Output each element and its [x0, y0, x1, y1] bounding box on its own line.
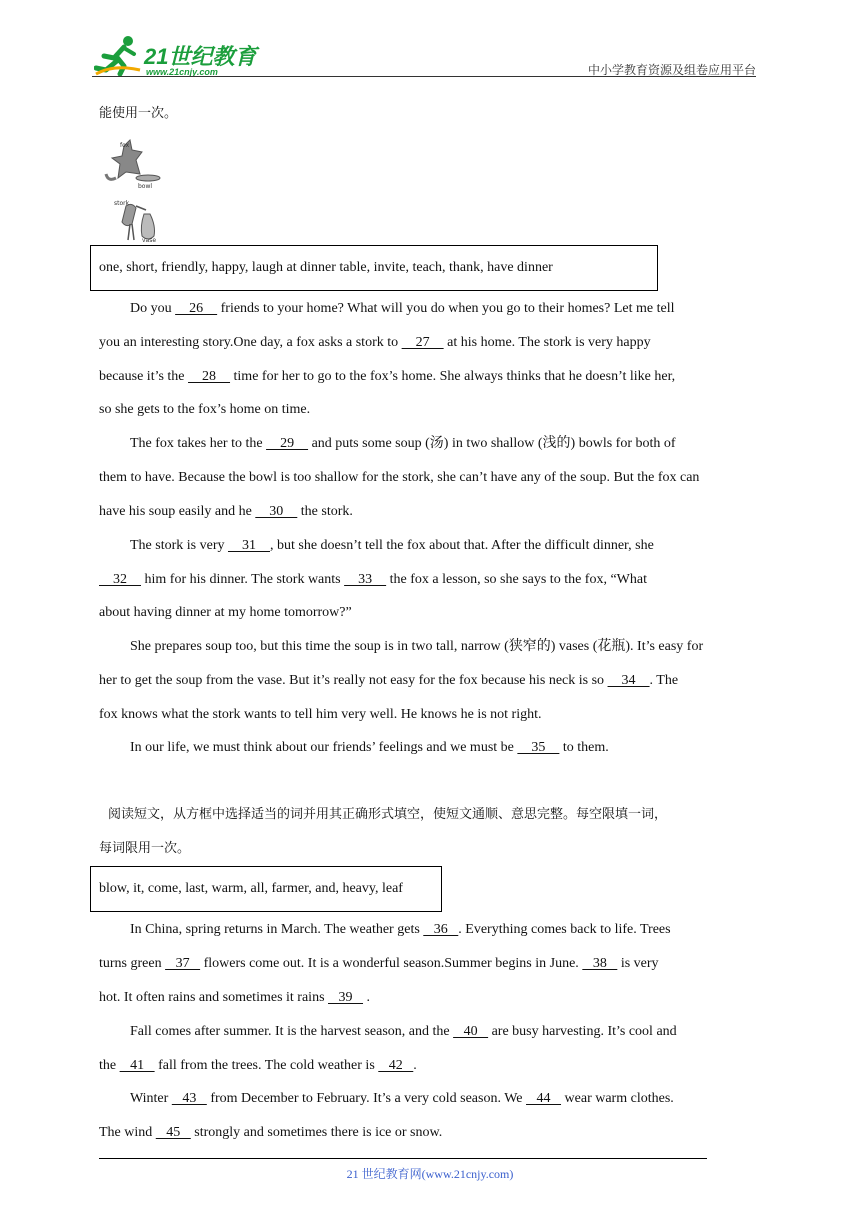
- passage-line: so she gets to the fox’s home on time.: [99, 402, 311, 417]
- blank-37[interactable]: 37: [165, 956, 201, 971]
- stork-icon: [112, 196, 162, 244]
- blank-26[interactable]: 26: [175, 301, 218, 316]
- site-logo[interactable]: [94, 34, 264, 76]
- blank-35[interactable]: 35: [517, 740, 560, 755]
- blank-36[interactable]: 36: [423, 922, 459, 937]
- vase-label: vase: [142, 237, 157, 244]
- passage-line: them to have. Because the bowl is too shallow for the stork, she can’t have any of the soup. But the fox can: [99, 470, 700, 485]
- passage-line: her to get the soup from the vase. But it’s really not easy for the fox because his neck is so 34 . The: [99, 671, 678, 691]
- passage-line: because it’s the 28 time for her to go to the fox’s home. She always thinks that he doesn’t like her,: [99, 367, 675, 387]
- runner-logo-icon: [94, 34, 142, 76]
- blank-40[interactable]: 40: [453, 1024, 489, 1039]
- platform-name: 中小学教育资源及组卷应用平台: [587, 63, 756, 77]
- word-box-1: [90, 245, 658, 291]
- footer-text: 21 世纪教育网(www.21cnjy.com): [346, 1167, 514, 1181]
- fox-bowl-illustration: [102, 138, 162, 190]
- passage-line: Winter 43 from December to February. It’s a very cold season. We 44 wear warm clothes.: [130, 1089, 674, 1109]
- section-2-instruction-cont: 每词限用一次。: [99, 841, 191, 856]
- passage-line: you an interesting story.One day, a fox asks a stork to 27 at his home. The stork is very happy: [99, 333, 651, 353]
- blank-33[interactable]: 33: [344, 572, 387, 587]
- word-box-1-text: one, short, friendly, happy, laugh at dinner table, invite, teach, thank, have dinner: [99, 260, 553, 275]
- bowl-label: bowl: [138, 183, 153, 190]
- blank-29[interactable]: 29: [266, 436, 309, 451]
- footer-divider: [99, 1158, 707, 1159]
- word-box-2-text: blow, it, come, last, warm, all, farmer, and, heavy, leaf: [99, 881, 403, 896]
- passage-line: She prepares soup too, but this time the soup is in two tall, narrow (狭窄的) vases (花瓶). It’s easy for: [130, 639, 704, 654]
- header-divider: [92, 76, 756, 77]
- passage-line: In our life, we must think about our friends’ feelings and we must be 35 to them.: [130, 738, 609, 758]
- blank-43[interactable]: 43: [171, 1091, 207, 1106]
- logo-text: 21世纪教育: [144, 44, 257, 69]
- intro-tail: 能使用一次。: [99, 106, 178, 121]
- blank-32[interactable]: 32: [99, 572, 141, 587]
- blank-31[interactable]: 31: [227, 538, 270, 553]
- blank-39[interactable]: 39: [328, 990, 364, 1005]
- passage-line: have his soup easily and he 30 the stork.: [99, 502, 353, 522]
- passage-line: turns green 37 flowers come out. It is a wonderful season.Summer begins in June. 38 is very: [99, 954, 659, 974]
- passage-line: In China, spring returns in March. The weather gets 36 . Everything comes back to life. Trees: [130, 920, 671, 940]
- fox-label: fox: [120, 142, 130, 149]
- stork-label: stork: [114, 200, 130, 207]
- passage-line: the 41 fall from the trees. The cold weather is 42 .: [99, 1056, 417, 1076]
- passage-line: Do you 26 friends to your home? What will you do when you go to their homes? Let me tell: [130, 299, 675, 319]
- page-header: [92, 30, 756, 78]
- blank-38[interactable]: 38: [582, 956, 618, 971]
- blank-28[interactable]: 28: [188, 369, 231, 384]
- logo-url: www.21cnjy.com: [146, 67, 218, 77]
- passage-line: The stork is very 31 , but she doesn’t tell the fox about that. After the difficult dinner, she: [130, 536, 654, 556]
- fox-icon: [102, 138, 162, 190]
- passage-line: The fox takes her to the 29 and puts some soup (汤) in two shallow (浅的) bowls for both of: [130, 434, 676, 454]
- passage-line: Fall comes after summer. It is the harvest season, and the 40 are busy harvesting. It’s cool and: [130, 1022, 677, 1042]
- stork-vase-illustration: [112, 196, 162, 244]
- passage-line: hot. It often rains and sometimes it rains 39 .: [99, 988, 370, 1008]
- blank-41[interactable]: 41: [119, 1058, 155, 1073]
- passage-line: 32 him for his dinner. The stork wants 33 the fox a lesson, so she says to the fox, “What: [99, 570, 647, 590]
- blank-45[interactable]: 45: [155, 1125, 191, 1140]
- blank-42[interactable]: 42: [378, 1058, 414, 1073]
- blank-44[interactable]: 44: [526, 1091, 562, 1106]
- blank-27[interactable]: 27: [401, 335, 444, 350]
- blank-34[interactable]: 34: [607, 673, 650, 688]
- passage-line: fox knows what the stork wants to tell him very well. He knows he is not right.: [99, 707, 542, 722]
- section-2-instruction: 阅读短文，从方框中选择适当的词并用其正确形式填空，使短文通顺、意思完整。每空限填一词，: [108, 807, 668, 822]
- passage-line: about having dinner at my home tomorrow?”: [99, 605, 352, 620]
- word-box-2: [90, 866, 442, 912]
- passage-line: The wind 45 strongly and sometimes there is ice or snow.: [99, 1123, 442, 1143]
- blank-30[interactable]: 30: [255, 504, 298, 519]
